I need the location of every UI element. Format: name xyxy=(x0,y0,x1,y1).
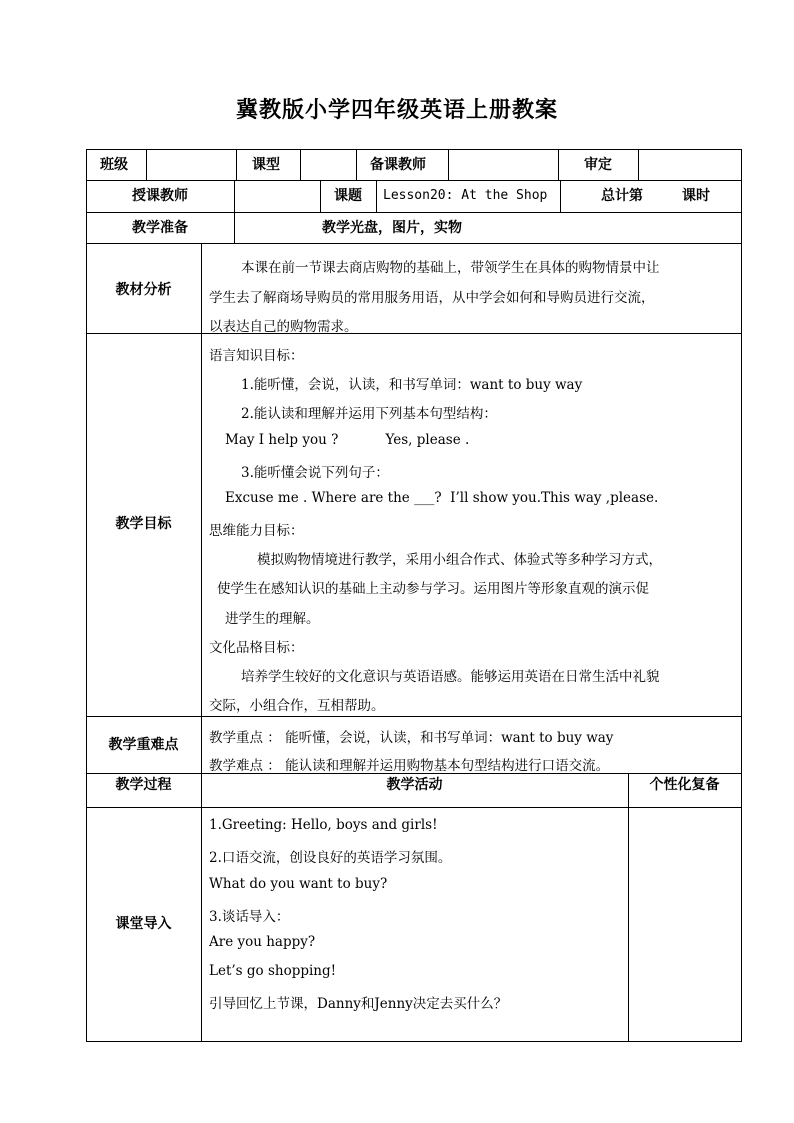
intro-line: 3.谈话导入： xyxy=(209,909,290,925)
objectives-label: 教学目标 xyxy=(115,516,172,532)
objective-line: 培养学生较好的文化意识与英语语感。能够运用英语在日常生活中礼貌 xyxy=(241,669,660,685)
border-line xyxy=(560,180,561,212)
activities-header: 教学活动 xyxy=(386,777,443,793)
objective-line: May I help you ? Yes, please . xyxy=(225,432,470,448)
intro-line: What do you want to buy? xyxy=(209,876,388,892)
topic-label: 课题 xyxy=(334,188,362,204)
objective-line: 交际，小组合作，互相帮助。 xyxy=(209,698,385,714)
intro-line: 1.Greeting: Hello, boys and girls! xyxy=(209,817,438,833)
objective-line: 3.能听懂会说下列句子： xyxy=(241,465,389,481)
intro-label: 课堂导入 xyxy=(115,916,172,932)
preparation-value: 教学光盘，图片，实物 xyxy=(322,220,462,236)
border-line xyxy=(558,149,559,180)
objective-line: 2.能认读和理解并运用下列基本句型结构： xyxy=(241,406,497,422)
analysis-label: 教材分析 xyxy=(115,282,172,298)
process-header: 教学过程 xyxy=(115,777,172,793)
border-line xyxy=(741,149,742,1042)
objective-line: 进学生的理解。 xyxy=(225,611,320,627)
analysis-line: 以表达自己的购物需求。 xyxy=(209,319,358,335)
personal-header: 个性化复备 xyxy=(649,777,720,793)
lesson-type-label: 课型 xyxy=(252,157,280,173)
border-line xyxy=(146,149,147,180)
border-line xyxy=(86,180,742,181)
border-line xyxy=(376,180,377,212)
period-label: 课时 xyxy=(682,188,710,204)
objective-line: 1.能听懂，会说，认读，和书写单词：want to buy way xyxy=(241,377,583,393)
border-line xyxy=(86,212,742,213)
prep-teacher-label: 备课教师 xyxy=(370,157,426,173)
border-line xyxy=(86,333,742,334)
border-line xyxy=(86,807,742,808)
border-line xyxy=(234,180,235,243)
border-line xyxy=(86,243,742,244)
border-line xyxy=(236,149,237,180)
objective-line: 使学生在感知认识的基础上主动参与学习。运用图片等形象直观的演示促 xyxy=(217,581,649,597)
document-title: 冀教版小学四年级英语上册教案 xyxy=(235,98,558,123)
objective-line: 语言知识目标： xyxy=(209,348,304,364)
intro-line: 2.口语交流，创设良好的英语学习氛围。 xyxy=(209,850,452,866)
preparation-label: 教学准备 xyxy=(132,220,188,236)
class-label: 班级 xyxy=(100,157,128,173)
border-line xyxy=(448,149,449,180)
objective-line: 思维能力目标： xyxy=(209,523,304,539)
total-label: 总计第 xyxy=(601,188,643,204)
key-points-label: 教学重难点 xyxy=(108,737,179,753)
border-line xyxy=(86,1041,742,1042)
analysis-line: 学生去了解商场导购员的常用服务用语，从中学会如何和导购员进行交流， xyxy=(209,290,655,306)
intro-line: Let’s go shopping! xyxy=(209,963,337,979)
intro-line: Are you happy? xyxy=(209,934,316,950)
objective-line: 模拟购物情境进行教学，采用小组合作式、体验式等多种学习方式， xyxy=(257,552,662,568)
border-line xyxy=(638,149,639,180)
objective-line: 文化品格目标： xyxy=(209,640,304,656)
border-line xyxy=(86,716,742,717)
border-line xyxy=(201,243,202,1041)
border-line xyxy=(300,149,301,180)
objective-line: Excuse me . Where are the ___? I’ll show you.This way ,please. xyxy=(225,490,659,506)
intro-line: 引导回忆上节课，Danny和Jenny决定去买什么？ xyxy=(209,996,508,1012)
analysis-line: 本课在前一节课去商店购物的基础上，带领学生在具体的购物情景中让 xyxy=(241,260,660,276)
border-line xyxy=(86,149,742,150)
teacher-label: 授课教师 xyxy=(132,188,188,204)
border-line xyxy=(628,773,629,1041)
key-point-line: 教学重点 ： 能听懂，会说，认读，和书写单词：want to buy way xyxy=(209,730,614,746)
review-label: 审定 xyxy=(584,157,612,173)
key-point-line: 教学难点 ： 能认读和理解并运用购物基本句型结构进行口语交流。 xyxy=(209,758,610,774)
topic-value: Lesson20: At the Shop xyxy=(383,188,548,203)
border-line xyxy=(356,149,357,180)
